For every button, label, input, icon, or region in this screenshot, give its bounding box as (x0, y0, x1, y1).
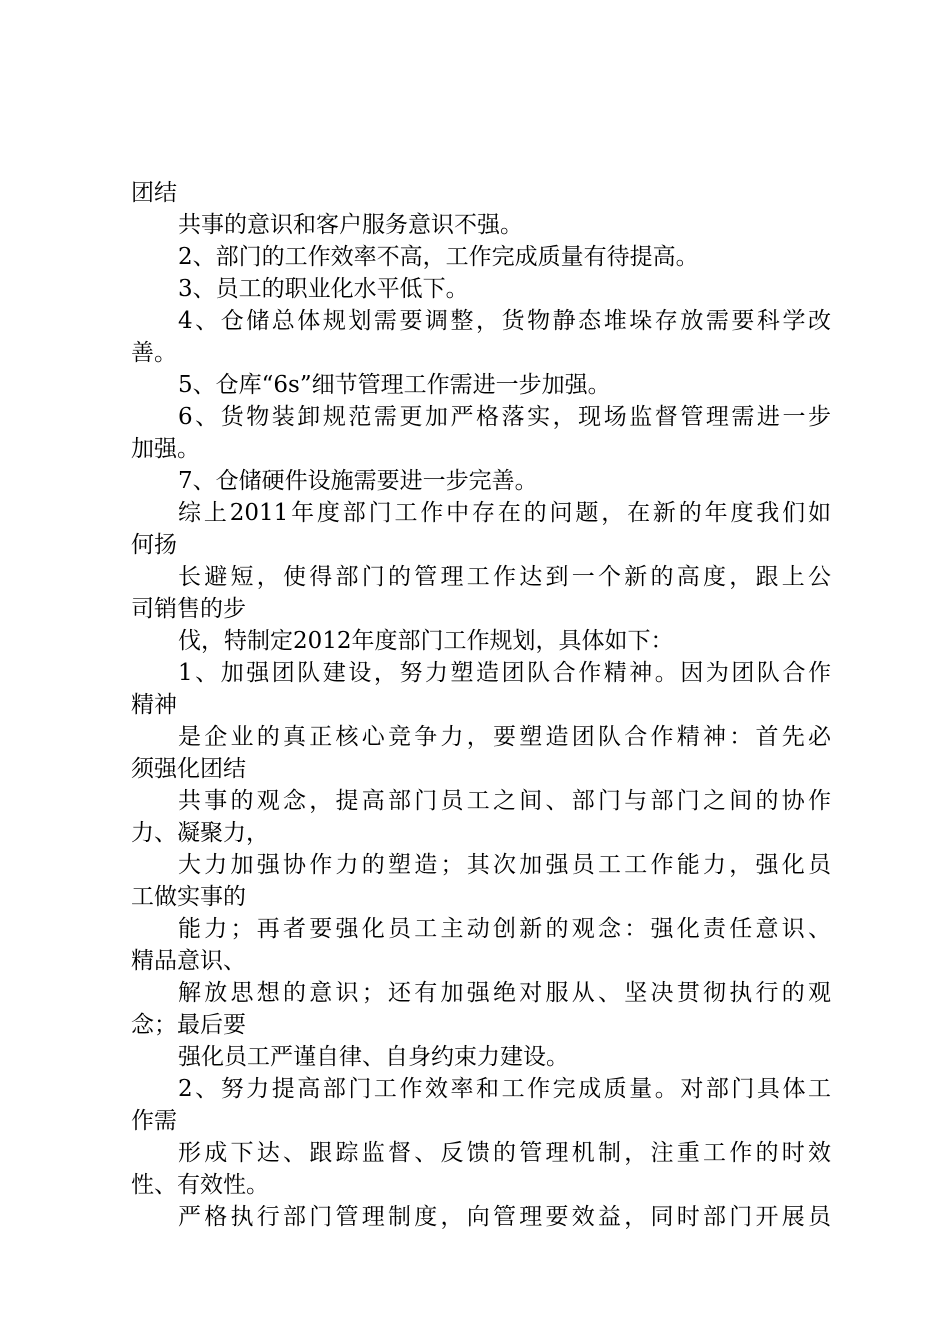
text-line: 团结 (131, 180, 177, 206)
text-line: 善。 (131, 340, 177, 366)
text-line: 3、员工的职业化水平低下。 (178, 276, 469, 302)
text-line: 综上2011年度部门工作中存在的问题，在新的年度我们如 (178, 500, 831, 526)
text-line: 共事的意识和客户服务意识不强。 (178, 212, 523, 238)
text-line: 念；最后要 (131, 1012, 246, 1038)
text-line: 形成下达、跟踪监督、反馈的管理机制，注重工作的时效 (178, 1140, 831, 1166)
text-line: 解放思想的意识；还有加强绝对服从、坚决贯彻执行的观 (178, 980, 831, 1006)
text-line: 7、仓储硬件设施需要进一步完善。 (178, 468, 538, 494)
text-line: 精神 (131, 692, 177, 718)
document-body (131, 177, 831, 1233)
text-line: 须强化团结 (131, 756, 246, 782)
text-line: 力、凝聚力， (131, 820, 269, 846)
text-line: 5、仓库“6s”细节管理工作需进一步加强。 (178, 372, 611, 398)
text-line: 司销售的步 (131, 596, 246, 622)
text-line: 1、加强团队建设，努力塑造团队合作精神。因为团队合作 (178, 660, 831, 686)
text-line: 精品意识、 (131, 948, 246, 974)
text-line: 能力；再者要强化员工主动创新的观念：强化责任意识、 (178, 916, 831, 942)
text-line: 大力加强协作力的塑造；其次加强员工工作能力，强化员 (178, 852, 831, 878)
text-line: 2、部门的工作效率不高，工作完成质量有待提高。 (178, 244, 699, 270)
text-line: 严格执行部门管理制度，向管理要效益，同时部门开展员 (178, 1204, 831, 1230)
text-line: 是企业的真正核心竞争力，要塑造团队合作精神：首先必 (178, 724, 831, 750)
text-line: 强化员工严谨自律、自身约束力建设。 (178, 1044, 569, 1070)
text-line: 何扬 (131, 532, 177, 558)
text-line: 加强。 (131, 436, 200, 462)
text-line: 4、仓储总体规划需要调整，货物静态堆垛存放需要科学改 (178, 308, 831, 334)
text-line: 工做实事的 (131, 884, 246, 910)
text-line: 6、货物装卸规范需更加严格落实，现场监督管理需进一步 (178, 404, 831, 430)
text-line: 伐，特制定2012年度部门工作规划，具体如下： (178, 628, 674, 654)
text-line: 2、努力提高部门工作效率和工作完成质量。对部门具体工 (178, 1076, 831, 1102)
text-line: 长避短，使得部门的管理工作达到一个新的高度，跟上公 (178, 564, 831, 590)
text-line: 共事的观念，提高部门员工之间、部门与部门之间的协作 (178, 788, 831, 814)
text-line: 作需 (131, 1108, 177, 1134)
text-line: 性、有效性。 (131, 1172, 269, 1198)
